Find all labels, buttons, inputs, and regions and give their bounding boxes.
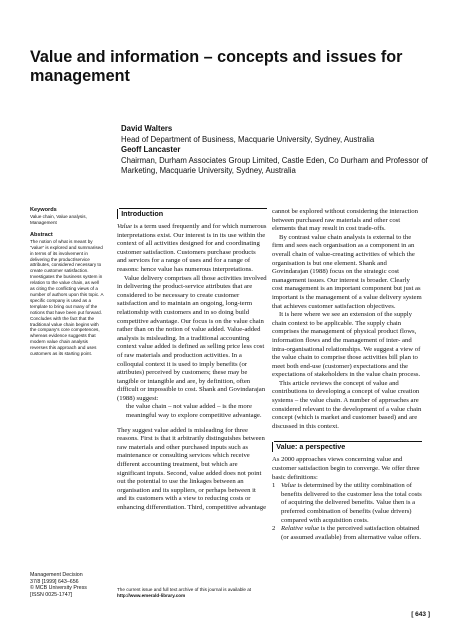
section-heading — [117, 208, 267, 220]
author-block — [121, 124, 441, 177]
paragraph: They suggest value added is misleading for three reasons. First is that it arbitrarily distinguishes between raw materials and other purchased inputs such as maintenance or consulting services which receive different accounting treatment, but which are significant inputs. Second, value added does not point out the potential to use the linkages between an organisation and its suppliers, or perhaps between it and its customers with a view to reducing costs or enhancing differentiation. Third, competitive advantage — [117, 426, 267, 511]
abstract-text: The notion of what is meant by “value” is explored and summarised in terms of its involvement in delivering the product/service attributes, considered necessary to create customer satisfaction. Investigates the business system in relation to the value chain, as well as citing the conflicting views of a number of authors upon this topic. A specific company is used as a template to bring out many of the notions that have been put forward. Concludes with the fact that the traditional value chain begins with the company’s core competences, whereas evidence suggests that modern value chain analysis reverses this approach and uses customers as its starting point. — [30, 238, 104, 357]
emphasis: Value — [281, 482, 296, 490]
journal-copyright: © MCB University Press — [30, 585, 87, 592]
keywords-heading: Keywords — [30, 207, 57, 213]
heading-bar — [272, 442, 273, 452]
journal-issn: [ISSN 0025-1747] — [30, 591, 73, 598]
list-item — [272, 525, 422, 542]
page-number: [ 643 ] — [411, 611, 430, 618]
journal-volume: 37/8 [1999] 643–656 — [30, 578, 79, 585]
journal-info — [30, 572, 115, 598]
paragraph: cannot be explored without considering the interaction between purchased raw materials and other cost elements that may result in cost trade-offs. — [272, 208, 418, 233]
footnote — [117, 587, 267, 599]
footnote-url[interactable]: http://www.emerald-library.com — [117, 592, 186, 598]
paragraph: Value delivery comprises all those activities involved in delivering the product-service attributes that are considered to be necessary to create customer satisfaction and to maintain an ongoing, long-term relationship with customers and in so doing build competitive advantage. Our focus is on the value chain rather than on the notion of value added. Value-added analysis is misleading. In a traditional accounting context value added is defined as selling price less cost of raw materials and production activities. In a colloquial context it is used to imply benefits (or attributes) perceived by customers; these may be tangible or intangible and are, by definition, often difficult or impossible to cost. Shank and Govindarajan (1988) suggest: — [117, 274, 267, 402]
list-item — [272, 482, 422, 525]
sidebar — [30, 207, 105, 357]
section-heading-text: Value: a perspective — [276, 442, 346, 452]
paragraph: As 2000 approaches views concerning value and customer satisfaction begin to converge. We offer three basic definitions: — [272, 456, 420, 481]
paragraph: This article reviews the concept of value and contributions to developing a concept of value creation systems – the value chain. A number of approaches are considered relevant to the development of a value chain concept (which is market and customer based) and are discussed in this context. — [272, 379, 422, 430]
paragraph: It is here where we see an extension of the supply chain context to be applicable. The supply chain comprises the management of physical product flows, information flows and the management of inter- and intra-organisational relationships. We suggest a view of the value chain to comprise those activities bill plan to meet both end-use (customer) expectations and the expectations of stakeholders in the value chain process. — [272, 311, 421, 379]
journal-name: Management Decision — [30, 572, 83, 578]
section-heading — [272, 441, 422, 453]
list-text: is determined by the utility combination of benefits delivered to the customer less the total costs of acquiring the delivered benefits. Value then is a preferred combination of benefits (value drivers) compared with acquisition costs. — [281, 482, 422, 524]
keywords-text: Value chain, Value analysis, Management — [30, 214, 87, 225]
block-quote: the value chain – not value added – is the more meaningful way to explore competitive advantage. — [126, 403, 262, 420]
emphasis: Relative value — [281, 525, 320, 533]
section-heading-text: Introduction — [121, 208, 164, 218]
emphasis: Value — [117, 223, 132, 230]
abstract-heading: Abstract — [30, 231, 53, 238]
footnote-text: The current issue and full text archive of this journal is available at — [117, 587, 252, 592]
list-text: is the perceived satisfaction obtained (or assumed available) from alternative value offers. — [281, 525, 422, 541]
paper-title: Value and information – concepts and issues for management — [30, 48, 403, 85]
list-number: 2 — [272, 525, 276, 533]
heading-bar — [117, 209, 118, 219]
author-affiliation: Chairman, Durham Associates Group Limited, Castle Eden, Co Durham and Professor of Marketing, Macquarie University, Sydney, Australia — [121, 155, 428, 176]
list-number: 1 — [272, 482, 276, 490]
paragraph: By contrast value chain analysis is external to the firm and sees each organisation as a component in an overall chain of value-creating activities of which the organisation is but one element. Shank and Govindarajan (1988) focus on the strategic cost management issues. Our interest is broader. Clearly cost management is an important component but just as important is the management of a value delivery system that achieves customer satisfaction objectives. — [272, 233, 422, 310]
column-two — [272, 208, 422, 542]
paragraph-text: is a term used frequently and for which numerous interpretations exist. Our interest is in its use within the context of all activities designed for and coordinating customer satisfaction. Customers purchase products and services for a range of uses and for a range of reasons: hence value has numerous interpretations. — [117, 223, 267, 273]
column-one — [117, 208, 267, 513]
author-affiliation: Head of Department of Business, Macquarie University, Sydney, Australia — [121, 134, 375, 144]
paragraph — [117, 223, 267, 275]
heading-rule — [119, 208, 267, 209]
author-name: David Walters — [121, 124, 173, 133]
heading-rule — [274, 441, 422, 442]
author-name: Geoff Lancaster — [121, 145, 181, 155]
